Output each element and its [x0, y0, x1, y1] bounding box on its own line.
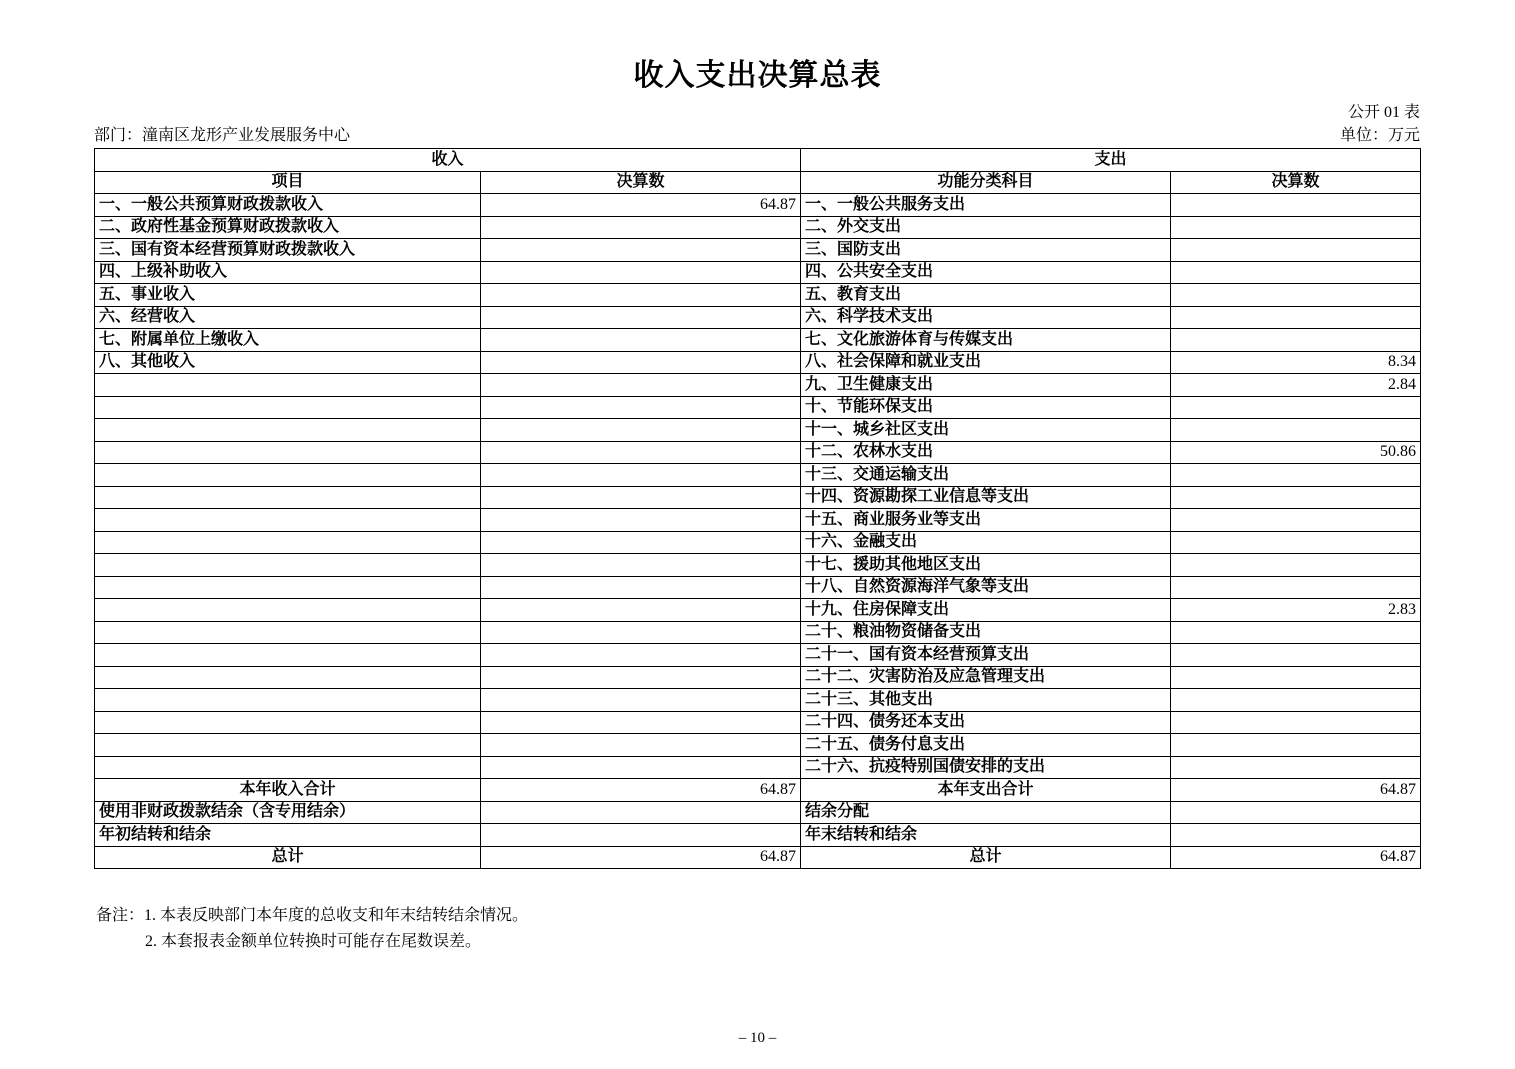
income-item-cell	[95, 599, 481, 622]
expense-item-column-header: 功能分类科目	[801, 171, 1171, 194]
expense-amount-cell	[1171, 554, 1421, 577]
income-item-cell	[95, 644, 481, 667]
expense-item-cell: 三、国防支出	[801, 239, 1171, 262]
summary-row	[95, 779, 1421, 802]
expense-item-cell: 十九、住房保障支出	[801, 599, 1171, 622]
income-item-cell	[95, 441, 481, 464]
table-row	[95, 689, 1421, 712]
income-item-cell	[95, 756, 481, 779]
expense-item-cell: 十三、交通运输支出	[801, 464, 1171, 487]
table-row	[95, 644, 1421, 667]
income-amount-cell	[481, 734, 801, 757]
table-row	[95, 464, 1421, 487]
table-row	[95, 306, 1421, 329]
summary-row	[95, 846, 1421, 869]
income-item-column-header: 项目	[95, 171, 481, 194]
income-item-cell: 四、上级补助收入	[95, 261, 481, 284]
expense-summary-amount-cell	[1171, 824, 1421, 847]
expense-item-cell: 二十一、国有资本经营预算支出	[801, 644, 1171, 667]
income-summary-amount-cell: 64.87	[481, 779, 801, 802]
expense-item-cell: 十一、城乡社区支出	[801, 419, 1171, 442]
income-amount-cell: 64.87	[481, 194, 801, 217]
income-amount-cell	[481, 756, 801, 779]
expense-summary-label-cell: 年末结转和结余	[801, 824, 1171, 847]
expense-amount-cell	[1171, 306, 1421, 329]
expense-item-cell: 二十三、其他支出	[801, 689, 1171, 712]
income-item-cell: 七、附属单位上缴收入	[95, 329, 481, 352]
expense-item-cell: 二十二、灾害防治及应急管理支出	[801, 666, 1171, 689]
income-amount-cell	[481, 666, 801, 689]
expense-summary-amount-cell	[1171, 801, 1421, 824]
expense-item-cell: 二十四、债务还本支出	[801, 711, 1171, 734]
income-amount-cell	[481, 441, 801, 464]
table-row	[95, 194, 1421, 217]
income-summary-label-cell: 总计	[95, 846, 481, 869]
table-row	[95, 486, 1421, 509]
income-amount-cell	[481, 621, 801, 644]
expense-amount-cell	[1171, 329, 1421, 352]
expense-amount-cell	[1171, 644, 1421, 667]
table-row	[95, 351, 1421, 374]
table-row	[95, 239, 1421, 262]
income-summary-amount-cell	[481, 824, 801, 847]
page-number: – 10 –	[738, 1030, 777, 1046]
income-item-cell	[95, 486, 481, 509]
table-row	[95, 734, 1421, 757]
table-row	[95, 441, 1421, 464]
table-row	[95, 329, 1421, 352]
income-amount-cell	[481, 306, 801, 329]
expense-amount-cell	[1171, 486, 1421, 509]
expense-amount-cell: 8.34	[1171, 351, 1421, 374]
income-item-cell	[95, 621, 481, 644]
expense-item-cell: 十六、金融支出	[801, 531, 1171, 554]
table-row	[95, 756, 1421, 779]
expense-item-cell: 二十六、抗疫特别国债安排的支出	[801, 756, 1171, 779]
note-line-2	[96, 929, 1515, 955]
expense-item-cell: 二十五、债务付息支出	[801, 734, 1171, 757]
expense-item-cell: 七、文化旅游体育与传媒支出	[801, 329, 1171, 352]
expense-item-cell: 二十、粮油物资储备支出	[801, 621, 1171, 644]
notes-block	[96, 903, 1515, 955]
unit-label: 单位：万元	[1339, 127, 1420, 144]
table-code: 公开 01 表	[1347, 104, 1420, 121]
column-header-row	[95, 171, 1421, 194]
expense-amount-cell	[1171, 689, 1421, 712]
note-text-2: 2. 本套报表金额单位转换时可能存在尾数误差。	[145, 933, 482, 950]
expense-item-cell: 十八、自然资源海洋气象等支出	[801, 576, 1171, 599]
income-item-cell	[95, 711, 481, 734]
summary-row	[95, 801, 1421, 824]
income-item-cell	[95, 554, 481, 577]
table-row	[95, 576, 1421, 599]
income-item-cell: 六、经营收入	[95, 306, 481, 329]
expense-item-cell: 十二、农林水支出	[801, 441, 1171, 464]
expense-amount-cell	[1171, 284, 1421, 307]
income-amount-cell	[481, 261, 801, 284]
income-item-cell	[95, 419, 481, 442]
expense-summary-amount-cell: 64.87	[1171, 779, 1421, 802]
expense-item-cell: 十、节能环保支出	[801, 396, 1171, 419]
page-title: 收入支出决算总表	[633, 59, 882, 92]
table-row	[95, 374, 1421, 397]
income-item-cell: 五、事业收入	[95, 284, 481, 307]
note-text-1: 1. 本表反映部门本年度的总收支和年末结转结余情况。	[144, 907, 529, 924]
expense-item-cell: 十四、资源勘探工业信息等支出	[801, 486, 1171, 509]
income-amount-cell	[481, 644, 801, 667]
income-amount-column-header: 决算数	[481, 171, 801, 194]
income-amount-cell	[481, 486, 801, 509]
department-label: 部门：潼南区龙形产业发展服务中心	[94, 127, 351, 144]
expense-amount-cell: 2.83	[1171, 599, 1421, 622]
table-row	[95, 509, 1421, 532]
income-amount-cell	[481, 216, 801, 239]
expense-amount-cell	[1171, 621, 1421, 644]
expense-item-cell: 二、外交支出	[801, 216, 1171, 239]
expense-amount-cell: 2.84	[1171, 374, 1421, 397]
expense-amount-cell	[1171, 396, 1421, 419]
income-amount-cell	[481, 554, 801, 577]
expense-item-cell: 四、公共安全支出	[801, 261, 1171, 284]
expense-item-cell: 五、教育支出	[801, 284, 1171, 307]
income-amount-cell	[481, 464, 801, 487]
income-item-cell	[95, 374, 481, 397]
income-section-header: 收入	[95, 149, 801, 172]
table-row	[95, 621, 1421, 644]
expense-amount-cell	[1171, 194, 1421, 217]
table-row	[95, 284, 1421, 307]
income-amount-cell	[481, 239, 801, 262]
expense-summary-amount-cell: 64.87	[1171, 846, 1421, 869]
expense-amount-cell	[1171, 509, 1421, 532]
expense-amount-cell	[1171, 261, 1421, 284]
expense-amount-column-header: 决算数	[1171, 171, 1421, 194]
meta-line	[94, 126, 1420, 146]
section-header-row	[95, 149, 1421, 172]
income-summary-label-cell: 年初结转和结余	[95, 824, 481, 847]
expense-amount-cell: 50.86	[1171, 441, 1421, 464]
expense-amount-cell	[1171, 734, 1421, 757]
income-amount-cell	[481, 284, 801, 307]
income-amount-cell	[481, 419, 801, 442]
income-amount-cell	[481, 396, 801, 419]
table-row	[95, 554, 1421, 577]
income-amount-cell	[481, 509, 801, 532]
note-line-1	[96, 903, 1515, 929]
budget-table	[94, 148, 1421, 869]
income-item-cell	[95, 464, 481, 487]
table-row	[95, 396, 1421, 419]
notes-label: 备注：	[96, 907, 145, 924]
expense-item-cell: 十五、商业服务业等支出	[801, 509, 1171, 532]
income-summary-amount-cell	[481, 801, 801, 824]
expense-amount-cell	[1171, 239, 1421, 262]
income-item-cell: 二、政府性基金预算财政拨款收入	[95, 216, 481, 239]
income-amount-cell	[481, 531, 801, 554]
expense-summary-label-cell: 结余分配	[801, 801, 1171, 824]
income-summary-label-cell: 使用非财政拨款结余（含专用结余）	[95, 801, 481, 824]
expense-amount-cell	[1171, 531, 1421, 554]
income-item-cell	[95, 531, 481, 554]
expense-amount-cell	[1171, 711, 1421, 734]
income-item-cell: 三、国有资本经营预算财政拨款收入	[95, 239, 481, 262]
income-item-cell: 一、一般公共预算财政拨款收入	[95, 194, 481, 217]
budget-table-body	[95, 194, 1421, 869]
table-row	[95, 261, 1421, 284]
income-summary-label-cell: 本年收入合计	[95, 779, 481, 802]
expense-amount-cell	[1171, 666, 1421, 689]
table-row	[95, 711, 1421, 734]
expense-item-cell: 六、科学技术支出	[801, 306, 1171, 329]
expense-summary-label-cell: 总计	[801, 846, 1171, 869]
expense-amount-cell	[1171, 464, 1421, 487]
income-item-cell	[95, 689, 481, 712]
income-item-cell	[95, 509, 481, 532]
income-amount-cell	[481, 599, 801, 622]
expense-amount-cell	[1171, 756, 1421, 779]
expense-section-header: 支出	[801, 149, 1421, 172]
table-row	[95, 419, 1421, 442]
income-amount-cell	[481, 576, 801, 599]
table-row	[95, 531, 1421, 554]
summary-row	[95, 824, 1421, 847]
expense-amount-cell	[1171, 216, 1421, 239]
expense-item-cell: 一、一般公共服务支出	[801, 194, 1171, 217]
income-item-cell: 八、其他收入	[95, 351, 481, 374]
expense-amount-cell	[1171, 419, 1421, 442]
income-item-cell	[95, 576, 481, 599]
expense-amount-cell	[1171, 576, 1421, 599]
income-summary-amount-cell: 64.87	[481, 846, 801, 869]
income-item-cell	[95, 666, 481, 689]
income-amount-cell	[481, 374, 801, 397]
income-item-cell	[95, 396, 481, 419]
income-item-cell	[95, 734, 481, 757]
income-amount-cell	[481, 329, 801, 352]
expense-summary-label-cell: 本年支出合计	[801, 779, 1171, 802]
expense-item-cell: 九、卫生健康支出	[801, 374, 1171, 397]
income-amount-cell	[481, 689, 801, 712]
income-amount-cell	[481, 711, 801, 734]
expense-item-cell: 八、社会保障和就业支出	[801, 351, 1171, 374]
table-row	[95, 599, 1421, 622]
expense-item-cell: 十七、援助其他地区支出	[801, 554, 1171, 577]
table-row	[95, 666, 1421, 689]
table-row	[95, 216, 1421, 239]
income-amount-cell	[481, 351, 801, 374]
